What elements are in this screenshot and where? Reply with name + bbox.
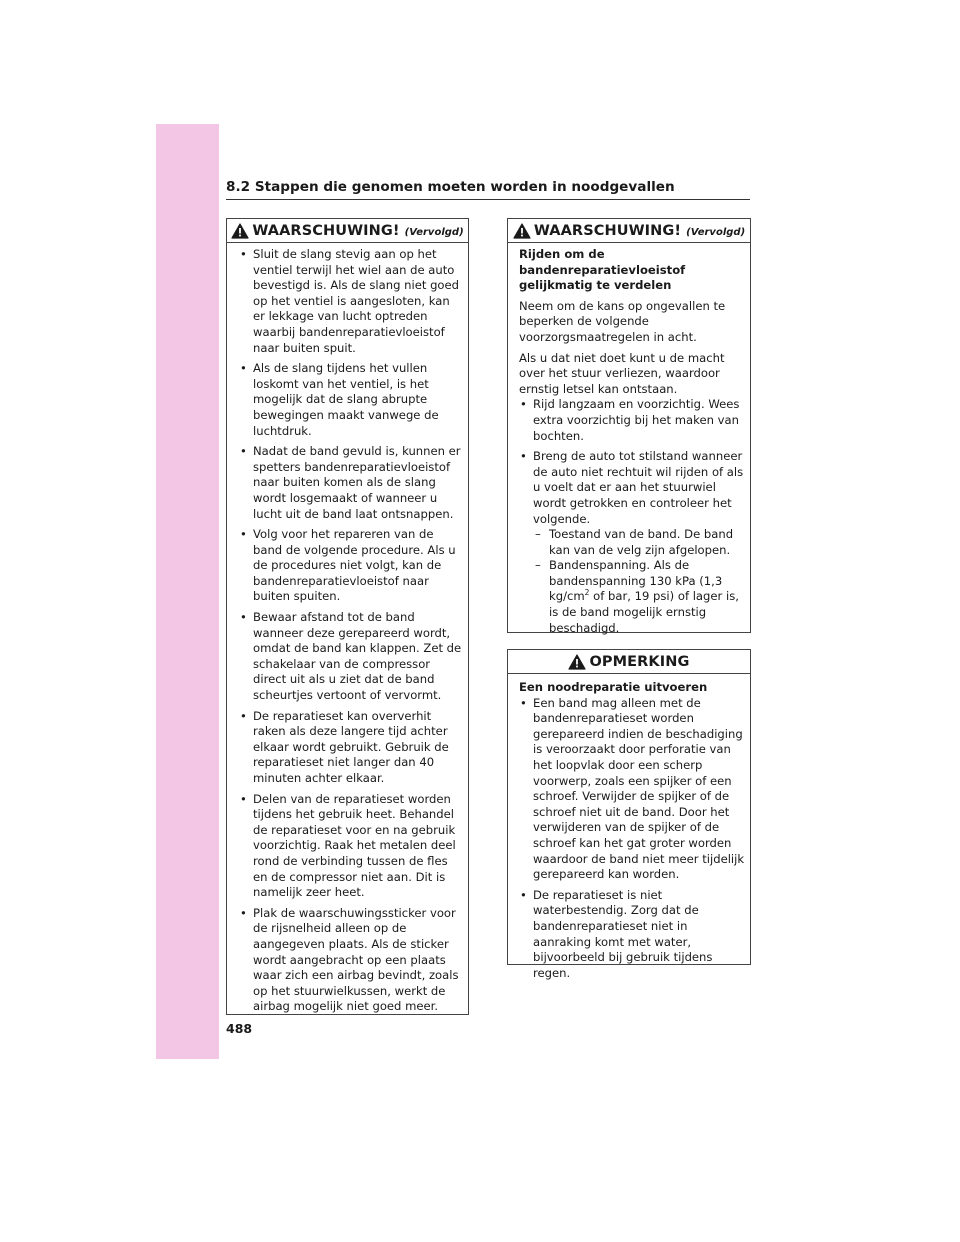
- warning-box-right: [507, 218, 751, 633]
- sub-list-text: of bar, 19 psi) of lager is, is de band mogelijk ernstig beschadigd.: [549, 589, 739, 635]
- section-number: 8.2: [226, 179, 251, 195]
- notice-subheading: Een noodreparatie uitvoeren: [519, 680, 708, 694]
- sub-list-text: Bandenspanning. Als de bandenspanning 130 kPa (1,3 kg/cm: [549, 558, 723, 604]
- warning-continued: (Vervolgd): [404, 227, 464, 238]
- list-item: • De reparatieset kan oververhit raken als deze langere tijd achter elkaar wordt gebruikt. Gebruik de reparatieset niet langer dan 40 minuten achter elkaar.: [239, 709, 464, 787]
- list-item: • Delen van de reparatieset worden tijdens het gebruik heet. Behandel de reparatieset voor en na gebruik voorzichtig. Raak het metalen deel rond de verbinding tussen de fles en de compressor niet aan. Dit is namelijk zeer heet.: [239, 792, 464, 901]
- sub-list-item: – Toestand van de band. De band kan van de velg zijn afgelopen.: [535, 527, 748, 558]
- list-item: • Volg voor het repareren van de band de volgende procedure. Als u de procedures niet volgt, kan de bandenreparatievloeistof naar buiten spuiten.: [239, 527, 464, 605]
- list-item-text: Breng de auto tot stilstand wanneer de auto niet rechtuit wil rijden of als u voelt dat er aan het stuurwiel wordt getrokken en controleer het volgende.: [533, 449, 744, 526]
- list-item: • Rijd langzaam en voorzichtig. Wees extra voorzichtig bij het maken van bochten.: [519, 397, 748, 444]
- paragraph: Als u dat niet doet kunt u de macht over het stuur verliezen, waardoor ernstig letsel kan ontstaan.: [519, 350, 725, 396]
- warning-header: [227, 219, 468, 243]
- list-item: • Als de slang tijdens het vullen loskomt van het ventiel, is het mogelijk dat de slang abrupte bewegingen maakt vanwege de luchtdruk.: [239, 361, 464, 439]
- warning-body: [508, 243, 750, 647]
- warning-triangle-icon: [513, 223, 531, 239]
- list-item: • Bewaar afstand tot de band wanneer deze gerepareerd wordt, omdat de band kan klappen. Zet de schakelaar van de compressor direct uit als u ziet dat de band scheurtjes vertoont of vervormt.: [239, 610, 464, 704]
- warning-triangle-icon: [231, 223, 249, 239]
- warning-body: [227, 243, 468, 1026]
- page-number: 488: [226, 1021, 253, 1036]
- warning-title: WAARSCHUWING!: [533, 222, 682, 239]
- side-color-band: [156, 124, 219, 1059]
- section-title: Stappen die genomen moeten worden in noodgevallen: [254, 179, 675, 195]
- notice-title: OPMERKING: [589, 653, 690, 670]
- warning-subheading: Rijden om de bandenreparatievloeistof gelijkmatig te verdelen: [519, 247, 686, 293]
- warning-continued: (Vervolgd): [686, 227, 746, 238]
- notice-header: [508, 650, 750, 674]
- warning-title: WAARSCHUWING!: [252, 222, 400, 239]
- notice-body: [508, 674, 750, 992]
- superscript: 2: [584, 588, 590, 598]
- warning-header: [508, 219, 750, 243]
- warning-box-left: [226, 218, 469, 1015]
- list-item: • Plak de waarschuwingssticker voor de rijsnelheid alleen op de aangegeven plaats. Als de sticker wordt aangebracht op een plaats waar zich een airbag bevindt, zoals op het stuurwielkussen, werkt de airbag mogelijk niet goed meer.: [239, 906, 464, 1015]
- list-item: • Nadat de band gevuld is, kunnen er spetters bandenreparatievloeistof naar buiten komen als de slang wordt losgemaakt of wanneer u lucht uit de band laat ontsnappen.: [239, 444, 464, 522]
- notice-box: [507, 649, 751, 980]
- sub-list-item: [535, 558, 748, 636]
- section-header: [226, 178, 750, 200]
- list-item: • De reparatieset is niet waterbestendig. Zorg dat de bandenreparatieset niet in aanraking komt met water, bijvoorbeeld bij gebruik tijdens regen.: [519, 888, 748, 982]
- paragraph: Neem om de kans op ongevallen te beperken de volgende voorzorgsmaatregelen in acht.: [519, 298, 726, 344]
- list-item: [519, 449, 748, 636]
- list-item: • Een band mag alleen met de bandenreparatieset worden gerepareerd indien de beschadiging is veroorzaakt door perforatie van het loopvlak door een scherp voorwerp, zoals een spijker of een schroef. Verwijder de spijker of de schroef niet uit de band. Door het verwijderen van de spijker of de schroef kan het gat groter worden waardoor de band niet meer tijdelijk gerepareerd kan worden.: [519, 696, 748, 883]
- warning-triangle-icon: [568, 654, 586, 670]
- list-item: • Sluit de slang stevig aan op het ventiel terwijl het wiel aan de auto bevestigd is. Als de slang niet goed op het ventiel is aangesloten, kan er lekkage van lucht optreden waarbij bandenreparatievloeistof naar buiten spuit.: [239, 247, 464, 356]
